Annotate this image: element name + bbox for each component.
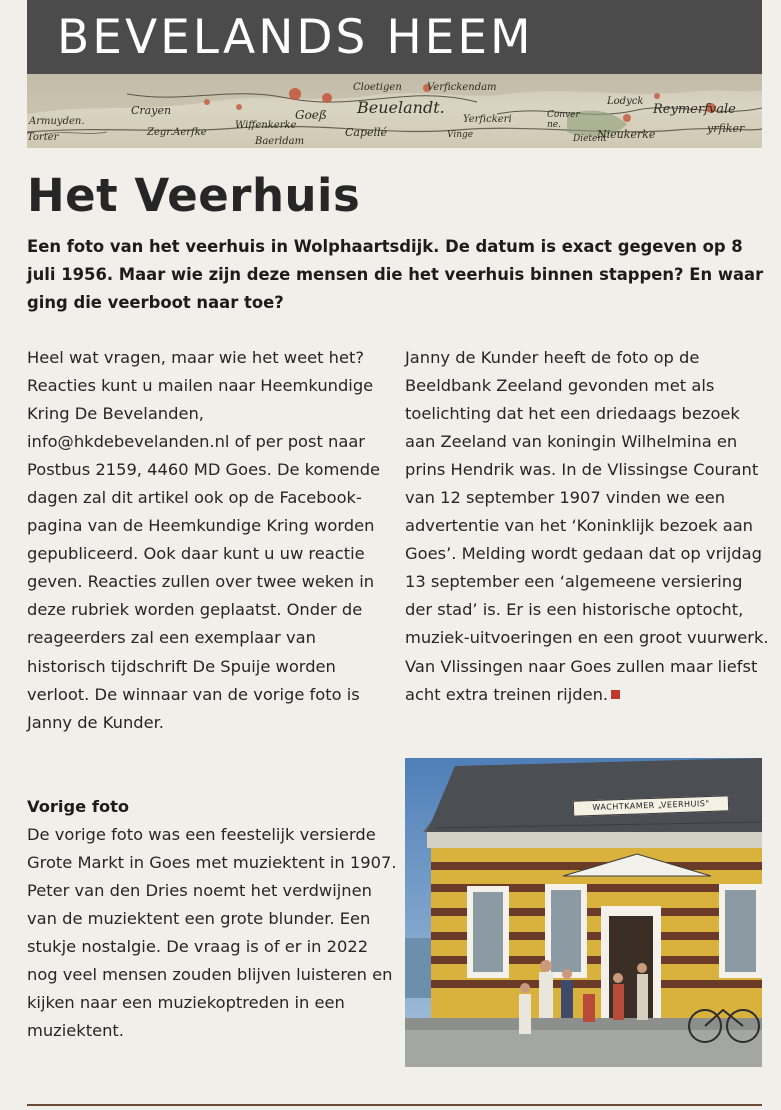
map-label: Zegr.Aerfke xyxy=(147,127,207,138)
map-label: Cloetigen xyxy=(353,82,402,93)
map-label: Yerfickeri xyxy=(463,114,512,125)
map-banner xyxy=(27,74,762,148)
body-left-column-2: De vorige foto was een feestelijk versierde Grote Markt in Goes met muziektent in 1907. Peter van den Dries noemt het verdwijnen van de muziektent een grote blunder. Een stukje nostalgie. De vraag is of er in 2022 nog veel mensen zouden blijven luisteren en kijken naar een muziekoptreden in een muziektent. xyxy=(27,825,397,1041)
map-label: Dietent xyxy=(573,134,607,144)
veerhuis-photo xyxy=(405,758,762,1067)
masthead-title: BEVELANDS HEEM xyxy=(57,10,534,65)
article-title: Het Veerhuis xyxy=(27,169,361,222)
map-label: Crayen xyxy=(131,104,172,117)
map-label: Torter xyxy=(27,132,59,143)
map-label: Goeß xyxy=(295,108,327,122)
map-label: Lodyck xyxy=(607,96,644,107)
map-label: Armuyden. xyxy=(29,116,85,127)
section-subhead: Vorige foto xyxy=(27,797,130,816)
masthead xyxy=(27,0,762,74)
article-lead: Een foto van het veerhuis in Wolphaartsdijk. De datum is exact gegeven op 8 juli 1956. Maar wie zijn deze mensen die het veerhuis binnen stappen? En waar ging die veerboot naar toe? xyxy=(27,237,764,312)
body-right-text: Janny de Kunder heeft de foto op de Beeldbank Zeeland gevonden met als toelichting dat het een driedaags bezoek aan Zeeland van koningin Wilhelmina en prins Hendrik was. In de Vlissingse Courant van 12 september 1907 vinden we een advertentie van het ‘Koninklijk bezoek aan Goes’. Melding wordt gedaan dat op vrijdag 13 september een ‘algemeene versiering der stad’ is. Er is een historische optocht, muziek-uitvoeringen en een groot vuurwerk. Van Vlissingen naar Goes zullen maar liefst acht extra treinen rijden. xyxy=(405,348,769,704)
map-label: yrfiker xyxy=(707,122,745,135)
bottom-divider xyxy=(27,1104,762,1106)
body-left-column: Heel wat vragen, maar wie het weet het? Reacties kunt u mailen naar Heemkundige Kring De Bevelanden, info@hkdebevelanden.nl of per post naar Postbus 2159, 4460 MD Goes. De komende dagen zal dit artikel ook op de Facebook-pagina van de Heemkundige Kring worden gepubliceerd. Ook daar kunt u uw reactie geven. Reacties zullen over twee weken in deze rubriek worden geplaatst. Onder de reageerders zal een exemplaar van historisch tijdschrift De Spuije worden verloot. De winnaar van de vorige foto is Janny de Kunder. xyxy=(27,348,381,732)
map-label: Reymerfvale xyxy=(653,102,736,117)
map-label: Verfickendam xyxy=(427,82,497,93)
map-label: Wiffenkerke xyxy=(235,120,297,131)
veerhuis-sign: WACHTKAMER „VEERHUIS" xyxy=(573,795,729,816)
map-label: Beuelandt. xyxy=(357,98,445,117)
map-label: Capellé xyxy=(345,126,388,139)
map-label: Vinge xyxy=(447,130,474,140)
end-mark-icon xyxy=(611,690,620,699)
body-right-column xyxy=(405,344,770,709)
map-label: Conver ne. xyxy=(547,110,580,130)
map-label: Nieukerke xyxy=(597,128,656,141)
map-label: Baerldam xyxy=(255,136,305,147)
